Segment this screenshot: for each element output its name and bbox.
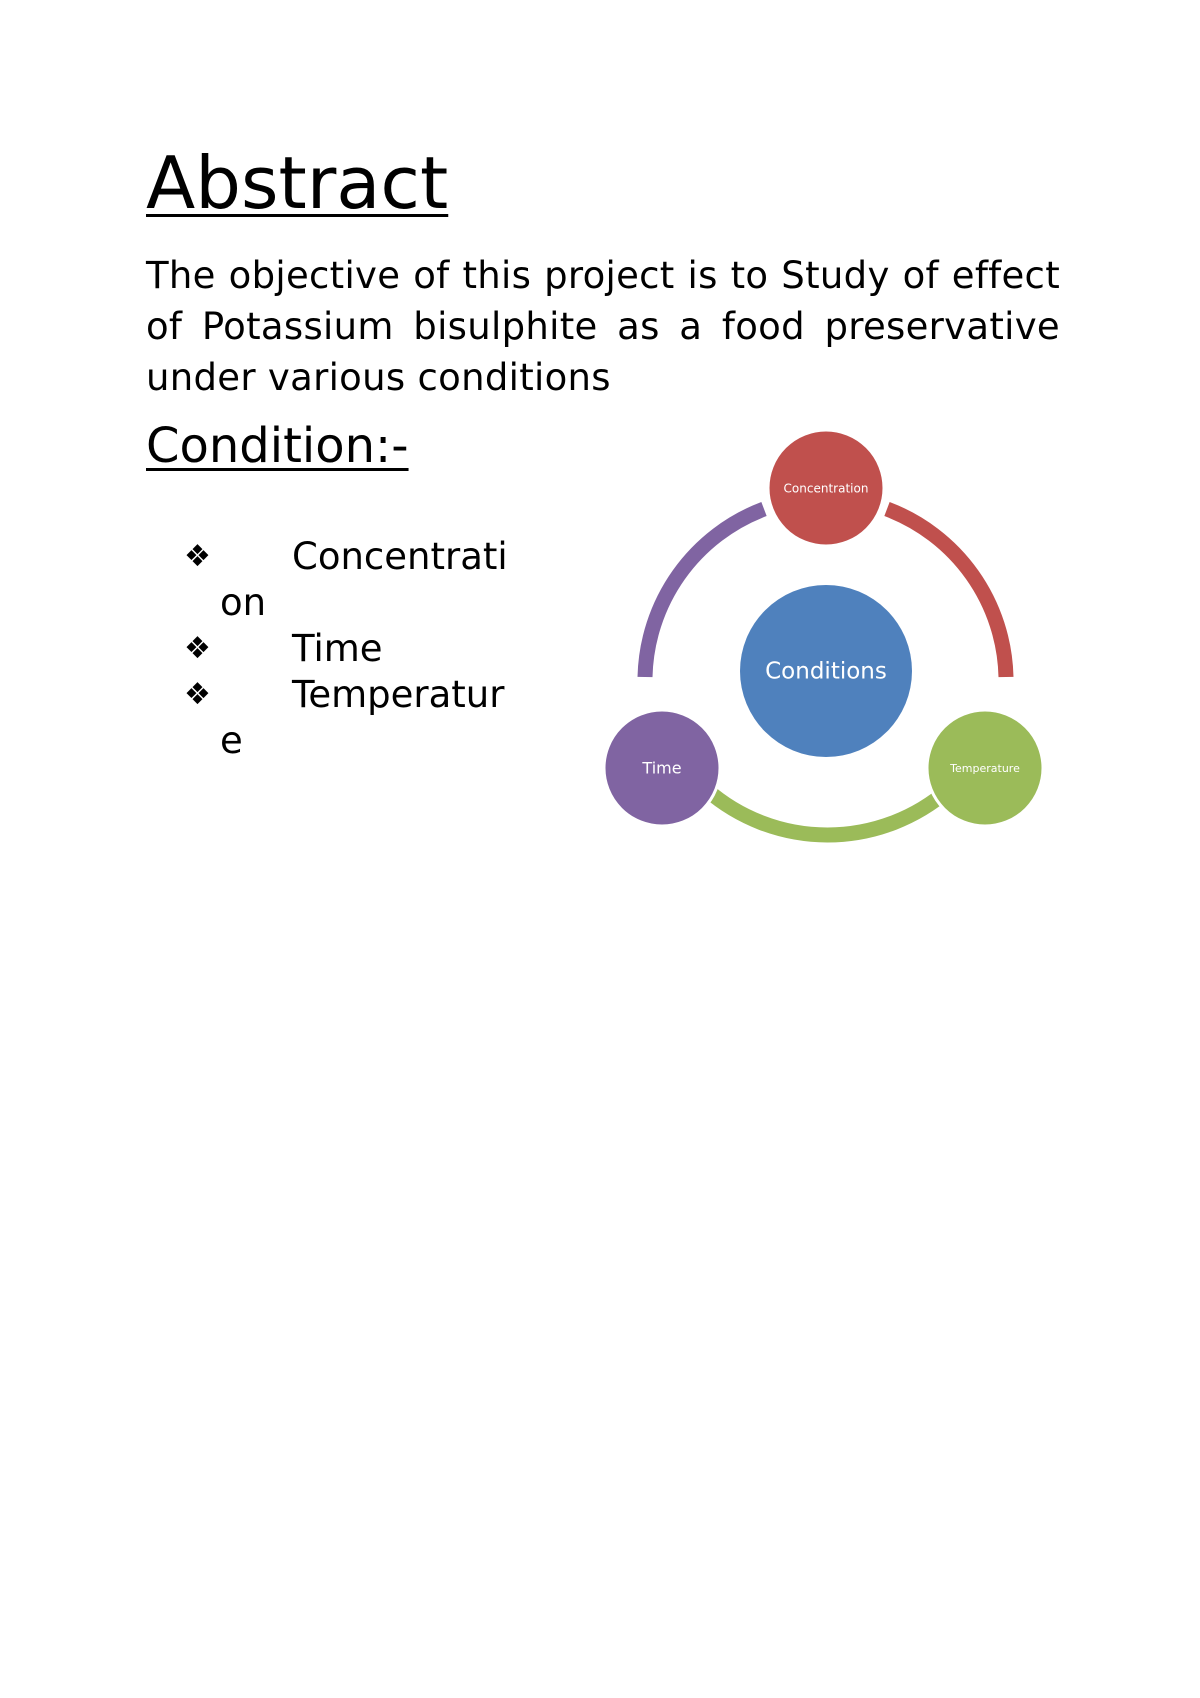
list-item-label: Concentration [220, 535, 508, 624]
time-node [604, 710, 720, 826]
center-node-label: Conditions [765, 658, 887, 685]
concentration-node [768, 430, 884, 546]
list-item-label: Temperature [220, 673, 505, 762]
time-node-label: Time [642, 758, 682, 778]
page-title: Abstract [146, 141, 449, 225]
concentration-node-label: Concentration [783, 481, 869, 496]
conditions-cycle-diagram [590, 420, 1060, 870]
center-node [740, 585, 912, 757]
temperature-node [927, 710, 1043, 826]
temperature-node-label: Temperature [950, 762, 1020, 775]
condition-list [184, 534, 514, 764]
arc-temperature-to-time [707, 790, 948, 835]
diamond-bullet-icon: ❖ [184, 539, 211, 574]
diamond-bullet-icon: ❖ [184, 631, 211, 666]
list-item [184, 626, 514, 672]
list-item [184, 534, 514, 626]
diamond-bullet-icon: ❖ [184, 677, 211, 712]
condition-heading: Condition:- [146, 418, 409, 474]
list-item-label: Time [292, 627, 383, 670]
list-item [184, 672, 514, 764]
objective-paragraph: The objective of this project is to Study of effect of Potassium bisulphite as a food preservative under various conditions [146, 254, 1060, 399]
